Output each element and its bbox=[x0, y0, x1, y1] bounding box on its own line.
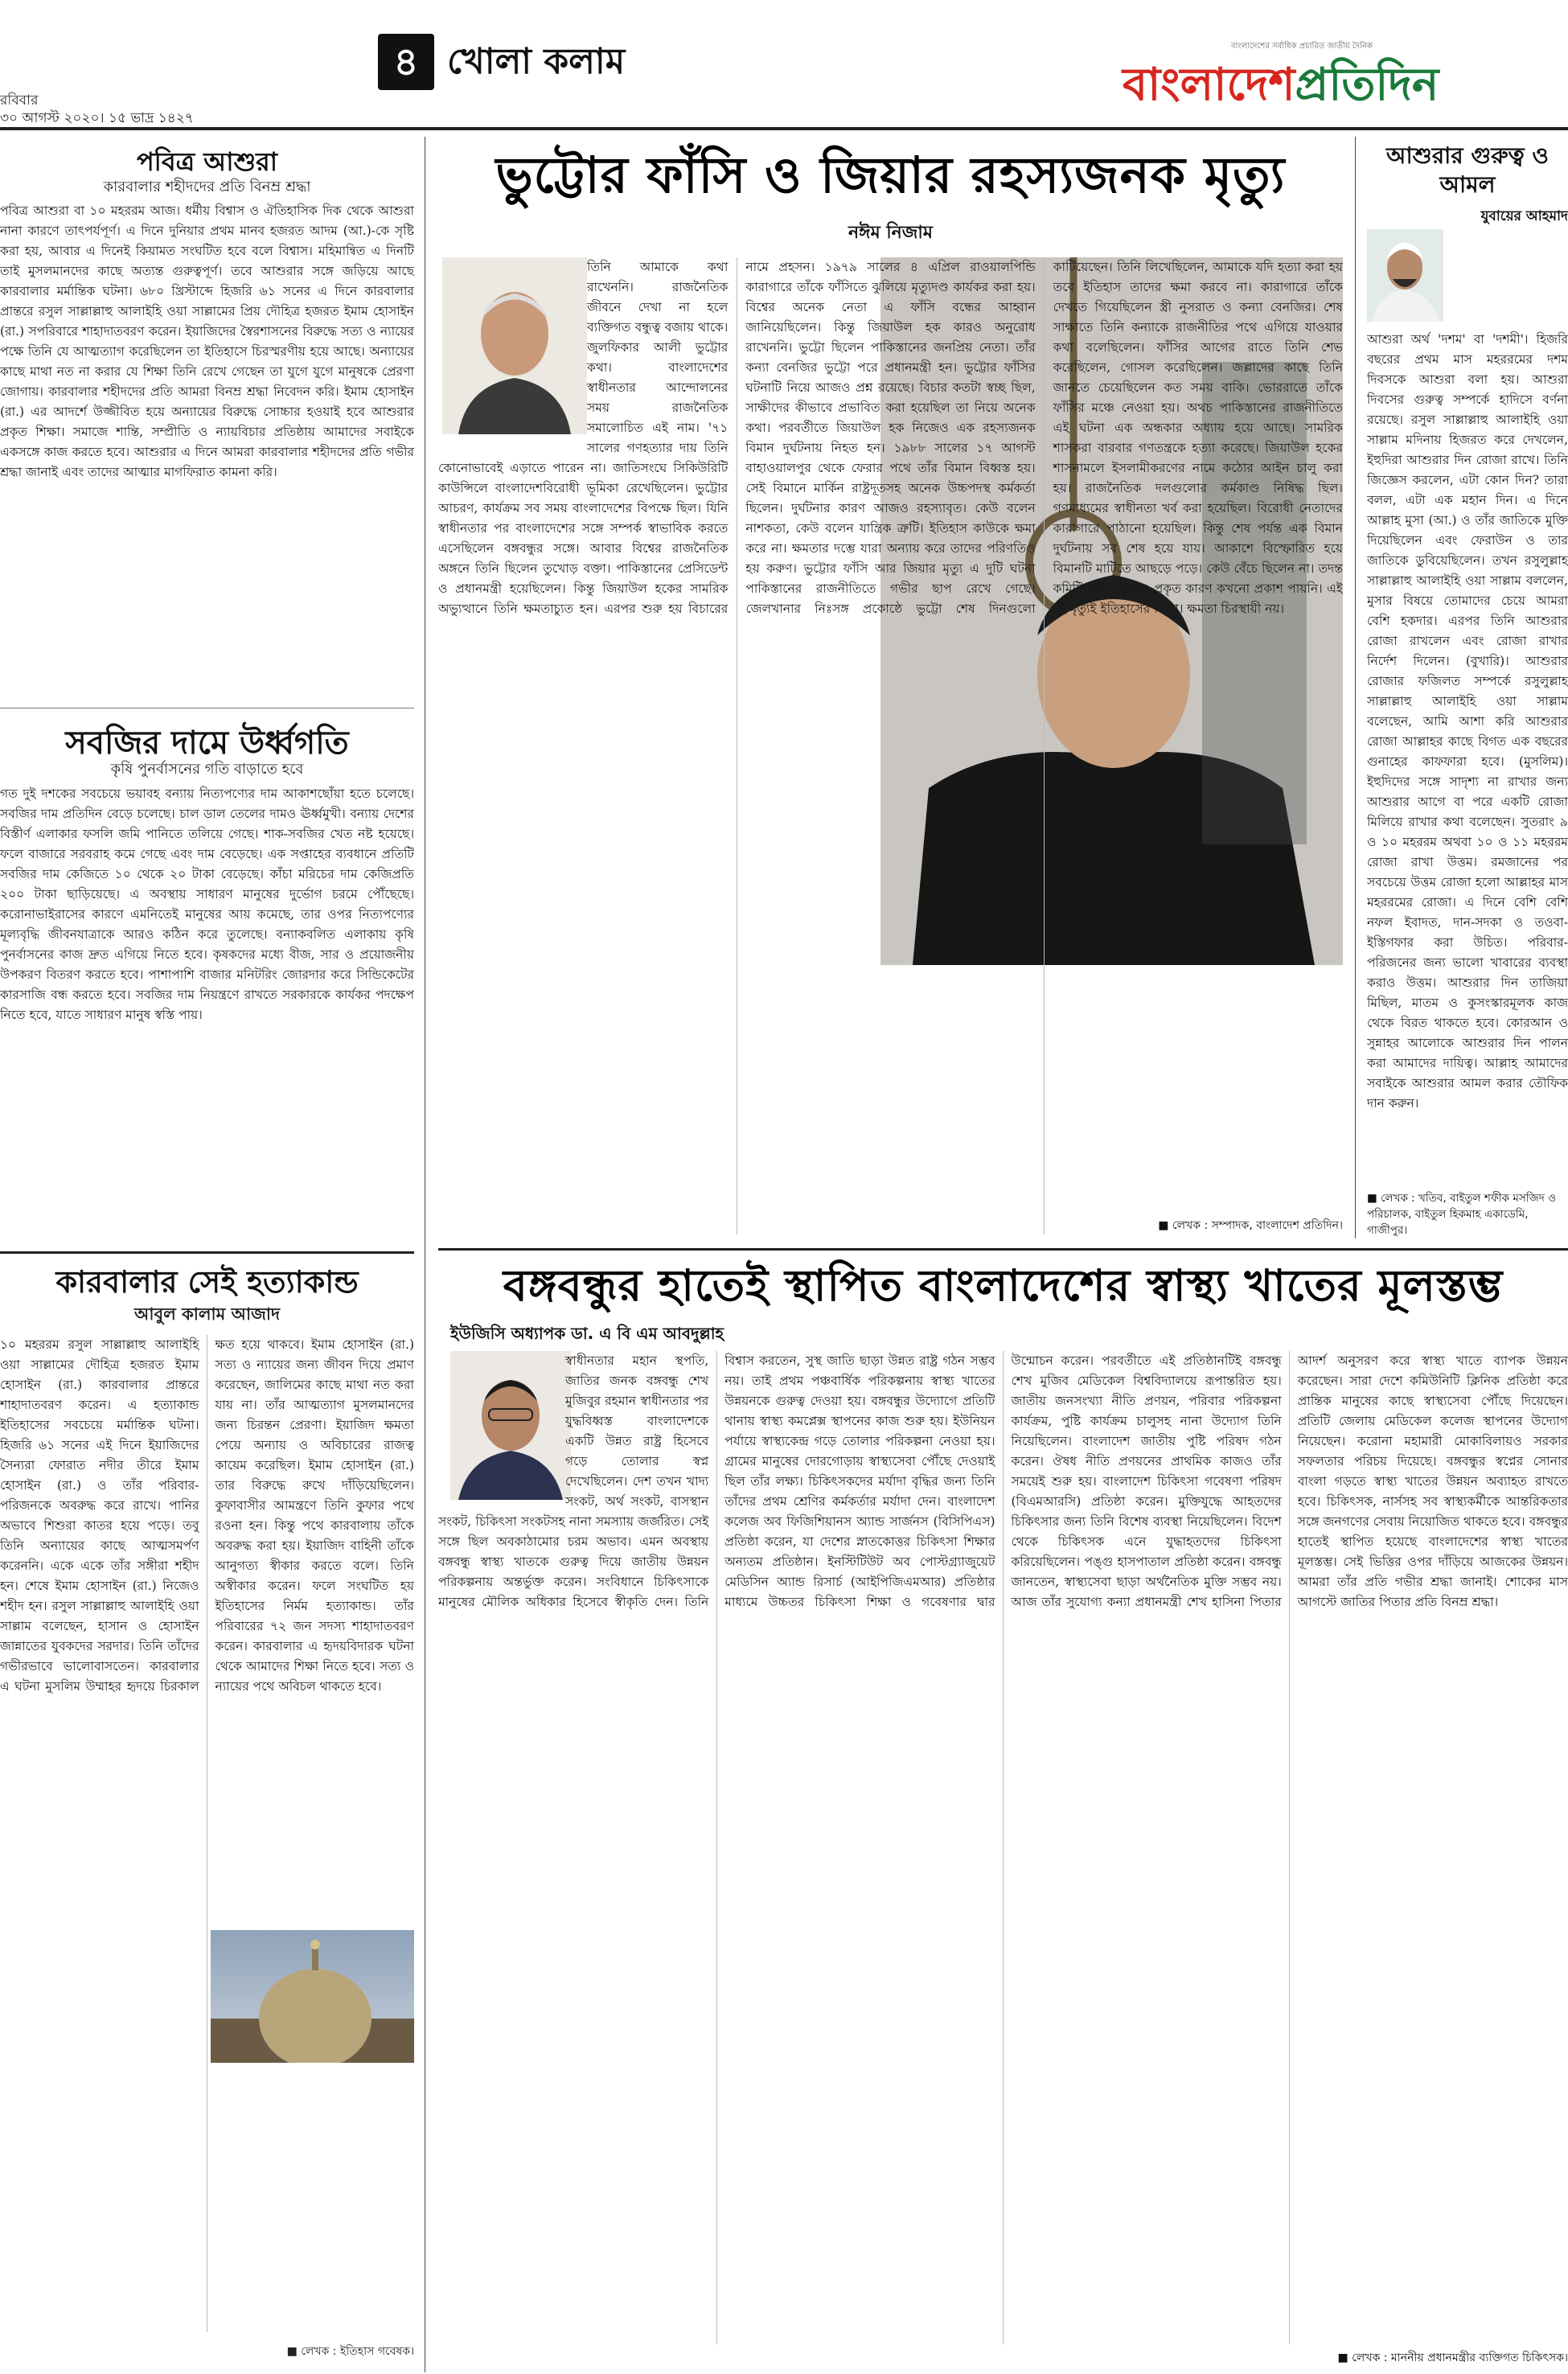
lead-footer: ■ লেখক : সম্পাদক, বাংলাদেশ প্রতিদিন। bbox=[1158, 1219, 1343, 1232]
paper-logo bbox=[1123, 40, 1568, 121]
right-title: আশুরার গুরুত্ব ও আমল bbox=[1385, 142, 1550, 198]
masthead-rule bbox=[0, 127, 1568, 130]
bottom-author: ইউজিসি অধ্যাপক ডা. এ বি এম আবদুল্লাহ bbox=[450, 1324, 724, 1343]
bottom-body: স্বাধীনতার মহান স্থপতি, জাতির জনক বঙ্গবন্ধু শেখ মুজিবুর রহমান স্বাধীনতার পর যুদ্ধবিধ্বস্ত বাংলাদেশকে একটি উন্নত রাষ্ট্র হিসেবে গড়ে তোলার স্বপ্ন দেখেছিলেন। দেশ তখন খাদ্য সংকট, অর্থ সংকট, বাসস্থান সংকট, চিকিৎসা সংকটসহ নানা সমস্যায় জর্জরিত। সেই সঙ্গে ছিল অবকাঠামোর চরম অভাব। এমন অবস্থায় বঙ্গবন্ধু স্বাস্থ্য খাতকে গুরুত্ব দিয়ে জাতীয় উন্নয়ন পরিকল্পনায় অন্তর্ভুক্ত করেন। সংবিধানে চিকিৎসাকে মানুষের মৌলিক অধিকার হিসেবে স্বীকৃতি দেন। তিনি বিশ্বাস করতেন, সুস্থ জাতি ছাড়া উন্নত রাষ্ট্র গঠন সম্ভব নয়। তাই প্রথম পঞ্চবার্ষিক পরিকল্পনায় স্বাস্থ্য খাতের উন্নয়নকে গুরুত্ব দেওয়া হয়। বঙ্গবন্ধুর উদ্যোগে প্রতিটি থানায় স্বাস্থ্য কমপ্লেক্স স্থাপনের কাজ শুরু হয়। ইউনিয়ন পর্যায়ে স্বাস্থ্যকেন্দ্র গড়ে তোলার পরিকল্পনা নেওয়া হয়। গ্রামের মানুষের দোরগোড়ায় স্বাস্থ্যসেবা পৌঁছে দেওয়াই ছিল তাঁর লক্ষ্য। চিকিৎসকদের মর্যাদা বৃদ্ধির জন্য তিনি তাঁদের প্রথম শ্রেণির কর্মকর্তার মর্যাদা দেন। বাংলাদেশ কলেজ অব ফিজিশিয়ানস অ্যান্ড সার্জনস (বিসিপিএস) প্রতিষ্ঠা করেন, যা দেশের স্নাতকোত্তর চিকিৎসা শিক্ষার অন্যতম প্রতিষ্ঠান। ইনস্টিটিউট অব পোস্টগ্র্যাজুয়েট মেডিসিন অ্যান্ড রিসার্চ (আইপিজিএমআর) প্রতিষ্ঠার মাধ্যমে উচ্চতর চিকিৎসা শিক্ষা ও গবেষণার দ্বার উন্মোচন করেন। পরবর্তীতে এই প্রতিষ্ঠানটিই বঙ্গবন্ধু শেখ মুজিব মেডিকেল বিশ্ববিদ্যালয়ে রূপান্তরিত হয়। জাতীয় জনসংখ্যা নীতি প্রণয়ন, পরিবার পরিকল্পনা কার্যক্রম, পুষ্টি কার্যক্রম চালুসহ নানা উদ্যোগ তিনি নিয়েছিলেন। বাংলাদেশ জাতীয় পুষ্টি পরিষদ গঠন করেন। ঔষধ নীতি প্রণয়নের প্রাথমিক কাজও তাঁর সময়েই শুরু হয়। বাংলাদেশ চিকিৎসা গবেষণা পরিষদ (বিএমআরসি) প্রতিষ্ঠা করেন। মুক্তিযুদ্ধে আহতদের চিকিৎসার জন্য তিনি বিশেষ ব্যবস্থা নিয়েছিলেন। বিদেশ থেকে চিকিৎসক এনে যুদ্ধাহতদের চিকিৎসা করিয়েছিলেন। পঙ্গু হাসপাতাল প্রতিষ্ঠা করেন। বঙ্গবন্ধু জানতেন, স্বাস্থ্যসেবা ছাড়া অর্থনৈতিক মুক্তি সম্ভব নয়। আজ তাঁর সুযোগ্য কন্যা প্রধানমন্ত্রী শেখ হাসিনা পিতার আদর্শ অনুসরণ করে স্বাস্থ্য খাতে ব্যাপক উন্নয়ন করেছেন। সারা দেশে কমিউনিটি ক্লিনিক প্রতিষ্ঠা করে প্রান্তিক মানুষের কাছে স্বাস্থ্যসেবা পৌঁছে দিয়েছেন। প্রতিটি জেলায় মেডিকেল কলেজ স্থাপনের উদ্যোগ নিয়েছেন। করোনা মহামারী মোকাবিলায়ও সরকার সফলতার পরিচয় দিয়েছে। বঙ্গবন্ধুর স্বপ্নের সোনার বাংলা গড়তে স্বাস্থ্য খাতের উন্নয়ন অব্যাহত রাখতে হবে। চিকিৎসক, নার্সসহ সব স্বাস্থ্যকর্মীকে আন্তরিকতার সঙ্গে জনগণের সেবায় নিয়োজিত থাকতে হবে। বঙ্গবন্ধুর হাতেই স্থাপিত হয়েছে বাংলাদেশের স্বাস্থ্য খাতের মূলস্তম্ভ। সেই ভিত্তির ওপর দাঁড়িয়ে আজকের উন্নয়ন। আমরা তাঁর প্রতি গভীর শ্রদ্ধা জানাই। শোকের মাস আগস্টে জাতির পিতার প্রতি বিনম্র শ্রদ্ধা। bbox=[438, 1351, 1568, 2344]
bottom-footer: ■ লেখক : মাননীয় প্রধানমন্ত্রীর ব্যক্তিগত চিকিৎসক। bbox=[1337, 2351, 1568, 2364]
paper-name-left: বাংলাদেশ bbox=[1123, 59, 1295, 111]
issue-day: রবিবার bbox=[0, 92, 39, 109]
bottom-headline: বঙ্গবন্ধুর হাতেই স্থাপিত বাংলাদেশের স্বাস্থ্য খাতের মূলস্তম্ভ bbox=[503, 1259, 1504, 1311]
vegetables-body: গত দুই দশকের সবচেয়ে ভয়াবহ বন্যায় নিত্যপণ্যের দাম আকাশছোঁয়া হতে চলেছে। সবজির দাম প্রতিদিন বেড়ে চলেছে। চাল ডাল তেলের দামও ঊর্ধ্বমুখী। বন্যায় দেশের বিস্তীর্ণ এলাকার ফসলি জমি পানিতে তলিয়ে গেছে। শাক-সবজির খেত নষ্ট হয়েছে। ফলে বাজারে সরবরাহ কমে গেছে এবং দাম বেড়েছে। এক সপ্তাহের ব্যবধানে প্রতিটি সবজির দাম কেজিতে ১০ থেকে ২০ টাকা বেড়েছে। কাঁচা মরিচের দাম কেজিপ্রতি ২০০ টাকা ছাড়িয়েছে। এ অবস্থায় সাধারণ মানুষের দুর্ভোগ চরমে পৌঁছেছে। করোনাভাইরাসের কারণে এমনিতেই মানুষের আয় কমেছে, তার ওপর নিত্যপণ্যের মূল্যবৃদ্ধি জীবনযাত্রাকে আরও কঠিন করে তুলেছে। বন্যাকবলিত এলাকায় কৃষি পুনর্বাসনের কাজ দ্রুত এগিয়ে নিতে হবে। কৃষকদের মধ্যে বীজ, সার ও প্রয়োজনীয় উপকরণ বিতরণ করতে হবে। পাশাপাশি বাজার মনিটরিং জোরদার করে সিন্ডিকেটের কারসাজি বন্ধ করতে হবে। সবজির দাম নিয়ন্ত্রণে রাখতে সরকারকে কার্যকর পদক্ষেপ নিতে হবে, যাতে সাধারণ মানুষ স্বস্তি পায়। bbox=[0, 787, 414, 1022]
page-number-badge: ৪ bbox=[378, 34, 434, 90]
mosque-dome-illustration bbox=[211, 1930, 414, 2063]
ashura-body: পবিত্র আশুরা বা ১০ মহররম আজ। ধর্মীয় বিশ্বাস ও ঐতিহাসিক দিক থেকে আশুরা নানা কারণে তাৎপর্যপূর্ণ। এ দিনে দুনিয়ার প্রথম মানব হজরত আদম (আ.)-কে সৃষ্টি করা হয়, আবার এ দিনেই কিয়ামত সংঘটিত হবে বলে বিশ্বাস। মহিমান্বিত এ দিনটি তাই মুসলমানদের কাছে অত্যন্ত গুরুত্বপূর্ণ। তবে আশুরার সঙ্গে জড়িয়ে আছে কারবালার মর্মান্তিক ঘটনা। ৬৮০ খ্রিস্টাব্দে হিজরি ৬১ সনের এ দিনে কারবালার প্রান্তরে রসুল সাল্লাল্লাহু আলাইহি ওয়া সাল্লামের প্রিয় দৌহিত্র হজরত ইমাম হোসাইন (রা.) সপরিবারে শাহাদাতবরণ করেন। ইয়াজিদের স্বৈরশাসনের বিরুদ্ধে সত্য ও ন্যায়ের পক্ষে তিনি যে আত্মত্যাগ করেছিলেন তা ইতিহাসে চিরস্মরণীয় হয়ে আছে। অন্যায়ের কাছে মাথা নত না করার যে শিক্ষা তিনি রেখে গেছেন তা যুগে যুগে মানুষকে প্রেরণা জোগায়। কারবালার শহীদদের প্রতি আমরা বিনম্র শ্রদ্ধা নিবেদন করি। ইমাম হোসাইন (রা.) এর আদর্শে উজ্জীবিত হয়ে অন্যায়ের বিরুদ্ধে সোচ্চার হওয়াই হবে আশুরার প্রকৃত শিক্ষা। সমাজে শান্তি, সম্প্রীতি ও ন্যায়বিচার প্রতিষ্ঠায় আমাদের সবাইকে একসঙ্গে কাজ করতে হবে। আশুরার এ দিনে আমরা কারবালার শহীদদের প্রতি গভীর শ্রদ্ধা জানাই এবং তাদের আত্মার মাগফিরাত কামনা করি। bbox=[0, 203, 414, 479]
right-author-photo bbox=[1367, 229, 1443, 322]
ashura-title: পবিত্র আশুরা bbox=[136, 146, 278, 177]
lead-headline: ভুট্টোর ফাঁসি ও জিয়ার রহস্যজনক মৃত্যু bbox=[495, 146, 1286, 204]
bottom-photo-spacer bbox=[438, 1351, 565, 1505]
paper-name-right: প্রতিদিন bbox=[1295, 59, 1439, 111]
lead-body: তিনি আমাকে কথা রাখেননি। রাজনৈতিক জীবনে দেখা না হলে ব্যক্তিগত বন্ধুত্ব বজায় থাকে। জুলফিকার আলী ভুট্টোর কথা। বাংলাদেশের স্বাধীনতার আন্দোলনের সময় রাজনৈতিক সমালোচিত এই নাম। '৭১ সালের গণহত্যার দায় তিনি কোনোভাবেই এড়াতে পারেন না। জাতিসংঘে সিকিউরিটি কাউন্সিলে বাংলাদেশবিরোধী ভূমিকা রেখেছিলেন। ভুট্টোর আচরণ, কার্যক্রম সব সময় বাংলাদেশের বিপক্ষে ছিল। যিনি স্বাধীনতার পর বাংলাদেশের সঙ্গে সম্পর্ক স্বাভাবিক করতে এসেছিলেন বঙ্গবন্ধুর সঙ্গে। আবার বিশ্বের রাজনৈতিক অঙ্গনে তিনি ছিলেন তুখোড় বক্তা। পাকিস্তানের প্রেসিডেন্ট ও প্রধানমন্ত্রী হয়েছিলেন। কিন্তু জিয়াউল হকের সামরিক অভ্যুত্থানে তিনি ক্ষমতাচ্যুত হন। এরপর শুরু হয় বিচারের নামে প্রহসন। ১৯৭৯ সালের ৪ এপ্রিল রাওয়ালপিন্ডি কারাগারে তাঁকে ফাঁসিতে ঝুলিয়ে মৃত্যুদণ্ড কার্যকর করা হয়। বিশ্বের অনেক নেতা এ ফাঁসি বন্ধের আহ্বান জানিয়েছিলেন। কিন্তু জিয়াউল হক কারও অনুরোধ রাখেননি। ভুট্টো ছিলেন পাকিস্তানের জনপ্রিয় নেতা। তাঁর কন্যা বেনজির ভুট্টো পরে প্রধানমন্ত্রী হন। ভুট্টোর ফাঁসির ঘটনাটি নিয়ে আজও প্রশ্ন রয়েছে। বিচার কতটা স্বচ্ছ ছিল, সাক্ষীদের কীভাবে প্রভাবিত করা হয়েছিল তা নিয়ে অনেক কথা। পরবর্তীতে জিয়াউল হক নিজেও এক রহস্যজনক বিমান দুর্ঘটনায় নিহত হন। ১৯৮৮ সালের ১৭ আগস্ট বাহাওয়ালপুর থেকে ফেরার পথে তাঁর বিমান বিধ্বস্ত হয়। সেই বিমানে মার্কিন রাষ্ট্রদূতসহ অনেক উচ্চপদস্থ কর্মকর্তা ছিলেন। দুর্ঘটনার কারণ আজও রহস্যাবৃত। কেউ বলেন নাশকতা, কেউ বলেন যান্ত্রিক ত্রুটি। ইতিহাস কাউকে ক্ষমা করে না। ক্ষমতার দম্ভে যারা অন্যায় করে তাদের পরিণতিও হয় করুণ। ভুট্টোর ফাঁসি আর জিয়ার মৃত্যু এ দুটি ঘটনা পাকিস্তানের রাজনীতিতে গভীর ছাপ রেখে গেছে। জেলখানার নিঃসঙ্গ প্রকোষ্ঠে ভুট্টো শেষ দিনগুলো কাটিয়েছেন। তিনি লিখেছিলেন, আমাকে যদি হত্যা করা হয় তবে ইতিহাস তাদের ক্ষমা করবে না। কারাগারে তাঁকে দেখতে গিয়েছিলেন স্ত্রী নুসরাত ও কন্যা বেনজির। শেষ সাক্ষাতে তিনি কন্যাকে রাজনীতির পথে এগিয়ে যাওয়ার কথা বলেছিলেন। ফাঁসির আগের রাতে তিনি শেভ করেছিলেন, গোসল করেছিলেন। জল্লাদের কাছে তিনি জানতে চেয়েছিলেন কত সময় বাকি। ভোররাতে তাঁকে ফাঁসির মঞ্চে নেওয়া হয়। অথচ পাকিস্তানের রাজনীতিতে এই ঘটনা এক অন্ধকার অধ্যায় হয়ে আছে। সামরিক শাসকরা বারবার গণতন্ত্রকে হত্যা করেছে। জিয়াউল হকের শাসনামলে ইসলামীকরণের নামে কঠোর আইন চালু করা হয়। রাজনৈতিক দলগুলোর কর্মকাণ্ড নিষিদ্ধ ছিল। গণমাধ্যমের স্বাধীনতা খর্ব করা হয়েছিল। বিরোধী নেতাদের কারাগারে পাঠানো হয়েছিল। কিন্তু শেষ পর্যন্ত এক বিমান দুর্ঘটনায় সব শেষ হয়ে যায়। আকাশে বিস্ফোরিত হয়ে বিমানটি মাটিতে আছড়ে পড়ে। কেউ বেঁচে ছিলেন না। তদন্ত কমিটি গঠিত হলেও প্রকৃত কারণ কখনো প্রকাশ পায়নি। এই দুই মৃত্যুই ইতিহাসের শিক্ষা। ক্ষমতা চিরস্থায়ী নয়। bbox=[438, 257, 1343, 1234]
karbala-body: ১০ মহররম রসুল সাল্লাল্লাহু আলাইহি ওয়া সাল্লামের দৌহিত্র হজরত ইমাম হোসাইন (রা.) কারবালার প্রান্তরে শাহাদাতবরণ করেন। এ হত্যাকান্ড ইতিহাসের সবচেয়ে মর্মান্তিক ঘটনা। হিজরি ৬১ সনের এই দিনে ইয়াজিদের সৈন্যরা ফোরাত নদীর তীরে ইমাম হোসাইন (রা.) ও তাঁর পরিবার-পরিজনকে অবরুদ্ধ করে রাখে। পানির অভাবে শিশুরা কাতর হয়ে পড়ে। তবু তিনি অন্যায়ের কাছে আত্মসমর্পণ করেননি। একে একে তাঁর সঙ্গীরা শহীদ হন। শেষে ইমাম হোসাইন (রা.) নিজেও শহীদ হন। রসুল সাল্লাল্লাহু আলাইহি ওয়া সাল্লাম বলেছেন, হাসান ও হোসাইন জান্নাতের যুবকদের সরদার। তিনি তাঁদের গভীরভাবে ভালোবাসতেন। কারবালার এ ঘটনা মুসলিম উম্মাহর হৃদয়ে চিরকাল ক্ষত হয়ে থাকবে। ইমাম হোসাইন (রা.) সত্য ও ন্যায়ের জন্য জীবন দিয়ে প্রমাণ করেছেন, জালিমের কাছে মাথা নত করা যায় না। তাঁর আত্মত্যাগ মুসলমানদের জন্য চিরন্তন প্রেরণা। ইয়াজিদ ক্ষমতা পেয়ে অন্যায় ও অবিচারের রাজত্ব কায়েম করেছিল। ইমাম হোসাইন (রা.) তার বিরুদ্ধে রুখে দাঁড়িয়েছিলেন। কুফাবাসীর আমন্ত্রণে তিনি কুফার পথে রওনা হন। কিন্তু পথে কারবালায় তাঁকে অবরুদ্ধ করা হয়। ইয়াজিদ বাহিনী তাঁকে আনুগত্য স্বীকার করতে বলে। তিনি অস্বীকার করেন। ফলে সংঘটিত হয় ইতিহাসের নির্মম হত্যাকান্ড। তাঁর পরিবারের ৭২ জন সদস্য শাহাদাতবরণ করেন। কারবালার এ হৃদয়বিদারক ঘটনা থেকে আমাদের শিক্ষা নিতে হবে। সত্য ও ন্যায়ের পথে অবিচল থাকতে হবে। bbox=[0, 1337, 414, 1694]
issue-date: ৩০ আগস্ট ২০২০। ১৫ ভাদ্র ১৪২৭ bbox=[0, 110, 194, 126]
section-title: খোলা কলাম bbox=[447, 41, 626, 82]
ashura-subtitle: কারবালার শহীদদের প্রতি বিনম্র শ্রদ্ধা bbox=[103, 179, 311, 195]
paper-tagline: বাংলাদেশের সর্বাধিক প্রচারিত জাতীয় দৈনিক bbox=[1231, 42, 1373, 51]
vegetables-title: সবজির দামে উর্ধ্বগতি bbox=[65, 725, 349, 762]
author-portrait bbox=[1367, 229, 1443, 322]
lead-author: নঈম নিজাম bbox=[848, 223, 934, 243]
masthead bbox=[0, 0, 1568, 126]
karbala-footer: ■ লেখক : ইতিহাস গবেষক। bbox=[286, 2345, 414, 2358]
karbala-title: কারবালার সেই হত্যাকান্ড bbox=[55, 1264, 359, 1300]
right-author: যুবায়ের আহমাদ bbox=[1480, 208, 1568, 224]
karbala-author: আবুল কালাম আজাদ bbox=[133, 1304, 281, 1324]
right-footer: ■ লেখক : খতিব, বাইতুল শফীক মসজিদ ও পরিচালক, বাইতুল হিকমাহ একাডেমি, গাজীপুর। bbox=[1367, 1192, 1557, 1237]
vegetables-subtitle: কৃষি পুনর্বাসনের গতি বাড়াতে হবে bbox=[110, 761, 304, 778]
karbala-photo bbox=[211, 1930, 414, 2063]
right-body: আশুরা অর্থ 'দশম' বা 'দশমী'। হিজরি বছরের প্রথম মাস মহররমের দশম দিবসকে আশুরা বলা হয়। আশুরা দিবসের গুরুত্ব সম্পর্কে হাদিসে বর্ণনা রয়েছে। রসুল সাল্লাল্লাহু আলাইহি ওয়া সাল্লাম মদিনায় হিজরত করে দেখলেন, ইহুদিরা আশুরার দিন রোজা রাখে। তিনি জিজ্ঞেস করলেন, এটা কোন দিন? তারা বলল, এটা এক মহান দিন। এ দিনে আল্লাহ মুসা (আ.) ও তাঁর জাতিকে মুক্তি দিয়েছিলেন এবং ফেরাউন ও তার জাতিকে ডুবিয়েছিলেন। তখন রসুলুল্লাহ সাল্লাল্লাহু আলাইহি ওয়া সাল্লাম বললেন, মুসার বিষয়ে তোমাদের চেয়ে আমরা বেশি হকদার। এরপর তিনি আশুরার রোজা রাখলেন এবং রোজা রাখার নির্দেশ দিলেন। (বুখারি)। আশুরার রোজার ফজিলত সম্পর্কে রসুলুল্লাহ সাল্লাল্লাহু আলাইহি ওয়া সাল্লাম বলেছেন, আমি আশা করি আশুরার রোজা আল্লাহর কাছে বিগত এক বছরের গুনাহের কাফফারা হবে। (মুসলিম)। ইহুদিদের সঙ্গে সাদৃশ্য না রাখার জন্য আশুরার আগে বা পরে একটি রোজা মিলিয়ে রাখার কথা বলেছেন। সুতরাং ৯ ও ১০ মহররম অথবা ১০ ও ১১ মহররম রোজা রাখা উত্তম। রমজানের পর সবচেয়ে উত্তম রোজা হলো আল্লাহর মাস মহররমের রোজা। এ দিনে বেশি বেশি নফল ইবাদত, দান-সদকা ও তওবা-ইস্তিগফার করা উচিত। পরিবার-পরিজনের জন্য ভালো খাবারের ব্যবস্থা করাও উত্তম। আশুরার দিন তাজিয়া মিছিল, মাতম ও কুসংস্কারমূলক কাজ থেকে বিরত থাকতে হবে। কোরআন ও সুন্নাহর আলোকে আশুরার দিন পালন করা আমাদের দায়িত্ব। আল্লাহ আমাদের সবাইকে আশুরার আমল করার তৌফিক দান করুন। bbox=[1367, 332, 1568, 1111]
lead-photo-spacer bbox=[438, 257, 587, 441]
